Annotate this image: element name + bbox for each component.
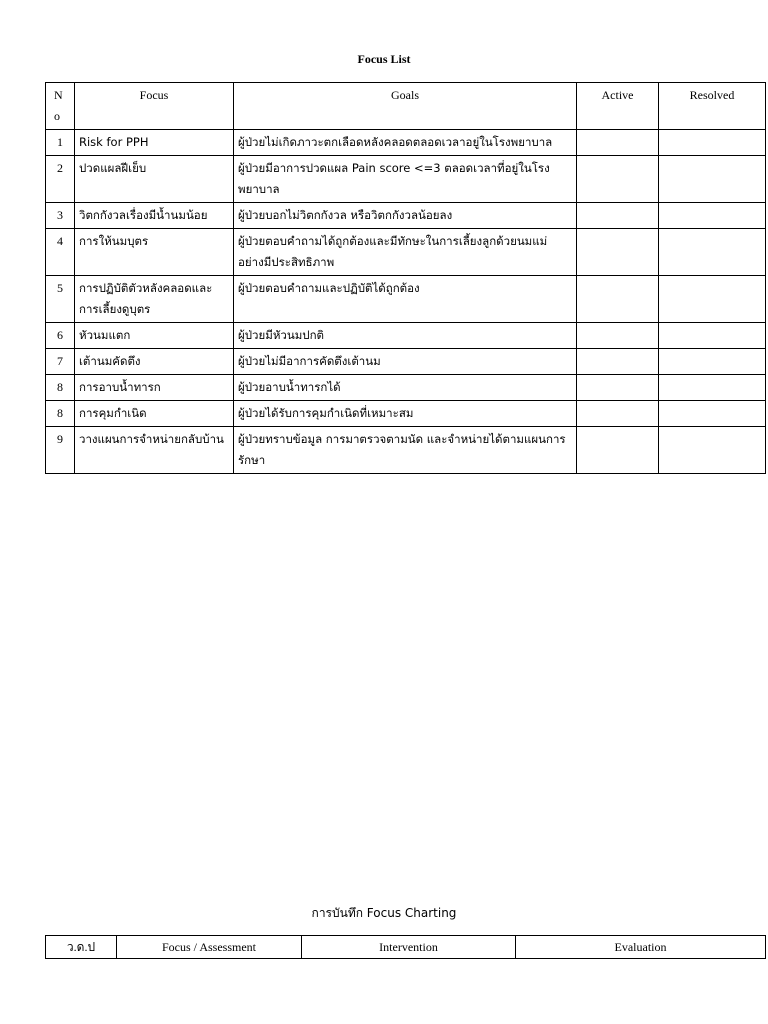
row-focus: วางแผนการจำหน่ายกลับบ้าน bbox=[75, 427, 234, 474]
row-resolved bbox=[659, 156, 766, 203]
row-resolved bbox=[659, 203, 766, 229]
row-active bbox=[577, 130, 659, 156]
table-row bbox=[46, 203, 766, 229]
row-resolved bbox=[659, 401, 766, 427]
row-focus: Risk for PPH bbox=[75, 130, 234, 156]
row-active bbox=[577, 375, 659, 401]
row-no: 8 bbox=[46, 401, 75, 427]
row-no: 6 bbox=[46, 323, 75, 349]
row-active bbox=[577, 427, 659, 474]
row-focus: การคุมกำเนิด bbox=[75, 401, 234, 427]
row-goals: ผู้ป่วยทราบข้อมูล การมาตรวจตามนัด และจำหน่ายได้ตามแผนการรักษา bbox=[234, 427, 577, 474]
focus-list-table bbox=[45, 82, 766, 474]
row-goals: ผู้ป่วยบอกไม่วิตกกังวล หรือวิตกกังวลน้อยลง bbox=[234, 203, 577, 229]
focus-charting-header-row bbox=[46, 936, 766, 959]
table-row bbox=[46, 276, 766, 323]
row-no: 7 bbox=[46, 349, 75, 375]
focus-charting-table bbox=[45, 935, 766, 959]
row-focus: การอาบน้ำทารก bbox=[75, 375, 234, 401]
row-no: 4 bbox=[46, 229, 75, 276]
row-goals: ผู้ป่วยไม่เกิดภาวะตกเลือดหลังคลอดตลอดเวลาอยู่ในโรงพยาบาล bbox=[234, 130, 577, 156]
row-active bbox=[577, 203, 659, 229]
row-goals: ผู้ป่วยได้รับการคุมกำเนิดที่เหมาะสม bbox=[234, 401, 577, 427]
row-no: 8 bbox=[46, 375, 75, 401]
header-focus-assessment: Focus / Assessment bbox=[117, 936, 302, 959]
row-resolved bbox=[659, 427, 766, 474]
table-row bbox=[46, 375, 766, 401]
header-goals: Goals bbox=[234, 83, 577, 130]
row-resolved bbox=[659, 349, 766, 375]
row-focus: หัวนมแตก bbox=[75, 323, 234, 349]
row-focus: การให้นมบุตร bbox=[75, 229, 234, 276]
row-goals: ผู้ป่วยมีหัวนมปกติ bbox=[234, 323, 577, 349]
row-no: 9 bbox=[46, 427, 75, 474]
table-row bbox=[46, 401, 766, 427]
focus-list-title: Focus List bbox=[357, 52, 411, 66]
row-resolved bbox=[659, 323, 766, 349]
row-focus: วิตกกังวลเรื่องมีน้ำนมน้อย bbox=[75, 203, 234, 229]
table-row bbox=[46, 130, 766, 156]
focus-charting-title: การบันทึก Focus Charting bbox=[311, 906, 457, 920]
row-focus: การปฏิบัติตัวหลังคลอดและการเลี้ยงดูบุตร bbox=[75, 276, 234, 323]
row-active bbox=[577, 156, 659, 203]
row-no: 2 bbox=[46, 156, 75, 203]
table-row bbox=[46, 323, 766, 349]
row-resolved bbox=[659, 375, 766, 401]
table-row bbox=[46, 349, 766, 375]
header-resolved: Resolved bbox=[659, 83, 766, 130]
row-active bbox=[577, 401, 659, 427]
focus-list-header-row bbox=[46, 83, 766, 130]
row-no: 3 bbox=[46, 203, 75, 229]
row-focus: เต้านมคัดตึง bbox=[75, 349, 234, 375]
row-focus: ปวดแผลฝีเย็บ bbox=[75, 156, 234, 203]
row-goals: ผู้ป่วยตอบคำถามได้ถูกต้องและมีทักษะในการเลี้ยงลูกด้วยนมแม่อย่างมีประสิทธิภาพ bbox=[234, 229, 577, 276]
row-active bbox=[577, 276, 659, 323]
row-resolved bbox=[659, 229, 766, 276]
row-active bbox=[577, 349, 659, 375]
row-resolved bbox=[659, 130, 766, 156]
row-goals: ผู้ป่วยอาบน้ำทารกได้ bbox=[234, 375, 577, 401]
row-resolved bbox=[659, 276, 766, 323]
row-no: 5 bbox=[46, 276, 75, 323]
row-goals: ผู้ป่วยตอบคำถามและปฏิบัติได้ถูกต้อง bbox=[234, 276, 577, 323]
header-date: ว.ด.ป bbox=[46, 936, 117, 959]
row-goals: ผู้ป่วยมีอาการปวดแผล Pain score <=3 ตลอดเวลาที่อยู่ในโรงพยาบาล bbox=[234, 156, 577, 203]
header-focus: Focus bbox=[75, 83, 234, 130]
row-active bbox=[577, 323, 659, 349]
header-evaluation: Evaluation bbox=[516, 936, 766, 959]
table-row bbox=[46, 427, 766, 474]
header-active: Active bbox=[577, 83, 659, 130]
row-active bbox=[577, 229, 659, 276]
header-no: No bbox=[46, 83, 75, 130]
row-no: 1 bbox=[46, 130, 75, 156]
row-goals: ผู้ป่วยไม่มีอาการคัดตึงเต้านม bbox=[234, 349, 577, 375]
table-row bbox=[46, 229, 766, 276]
table-row bbox=[46, 156, 766, 203]
header-intervention: Intervention bbox=[302, 936, 516, 959]
